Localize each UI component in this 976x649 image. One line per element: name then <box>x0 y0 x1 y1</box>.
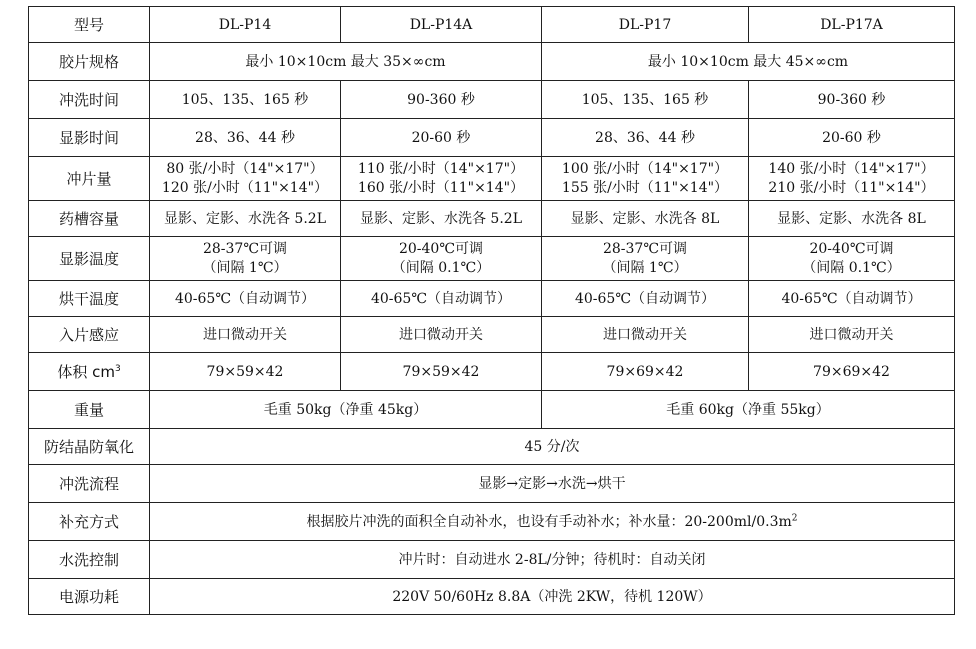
throughput-line: 160 张/小时（11"×14"） <box>357 179 525 196</box>
label-weight: 重量 <box>29 391 150 429</box>
label-anti-crystal: 防结晶防氧化 <box>29 429 150 465</box>
row-power <box>29 579 955 615</box>
develop-temp-cell <box>749 237 955 281</box>
develop-temp-line: （间隔 1℃） <box>202 259 288 276</box>
label-power: 电源功耗 <box>29 579 150 615</box>
develop-time-cell: 20-60 秒 <box>749 119 955 157</box>
develop-temp-cell <box>150 237 341 281</box>
develop-temp-line: （间隔 1℃） <box>602 259 688 276</box>
develop-time-cell: 28、36、44 秒 <box>150 119 341 157</box>
label-wash-time: 冲洗时间 <box>29 81 150 119</box>
row-tank-capacity <box>29 201 955 237</box>
wash-time-cell: 90-360 秒 <box>341 81 542 119</box>
film-size-p14-group: 最小 10×10cm 最大 35×∞cm <box>150 43 542 81</box>
develop-time-cell: 28、36、44 秒 <box>542 119 749 157</box>
throughput-cell <box>150 157 341 201</box>
anti-crystal-value: 45 分/次 <box>150 429 955 465</box>
wash-time-cell: 90-360 秒 <box>749 81 955 119</box>
throughput-cell <box>749 157 955 201</box>
power-value: 220V 50/60Hz 8.8A（冲洗 2KW，待机 120W） <box>150 579 955 615</box>
throughput-line: 140 张/小时（14"×17"） <box>768 160 935 177</box>
develop-temp-line: 28-37℃可调 <box>602 240 688 257</box>
develop-time-cell: 20-60 秒 <box>341 119 542 157</box>
throughput-line: 120 张/小时（11"×14"） <box>161 179 329 196</box>
volume-cell: 79×69×42 <box>542 353 749 391</box>
volume-cell: 79×59×42 <box>341 353 542 391</box>
row-develop-time <box>29 119 955 157</box>
row-throughput <box>29 157 955 201</box>
throughput-line: 210 张/小时（11"×14"） <box>768 179 935 196</box>
film-sensor-cell: 进口微动开关 <box>150 317 341 353</box>
develop-temp-line: 20-40℃可调 <box>809 240 894 257</box>
develop-temp-line: 20-40℃可调 <box>398 240 484 257</box>
wash-time-cell: 105、135、165 秒 <box>542 81 749 119</box>
model-dl-p17a: DL-P17A <box>749 7 955 43</box>
throughput-line: 80 张/小时（14"×17"） <box>166 160 324 177</box>
throughput-line: 110 张/小时（14"×17"） <box>357 160 525 177</box>
label-develop-temp: 显影温度 <box>29 237 150 281</box>
label-tank-capacity: 药槽容量 <box>29 201 150 237</box>
row-process-flow <box>29 465 955 503</box>
develop-temp-line: 28-37℃可调 <box>202 240 288 257</box>
weight-p17-group: 毛重 60kg（净重 55kg） <box>542 391 955 429</box>
film-sensor-cell: 进口微动开关 <box>749 317 955 353</box>
row-weight <box>29 391 955 429</box>
replenish-text: 根据胶片冲洗的面积全自动补水，也设有手动补水；补水量：20-200ml/0.3m <box>306 513 792 530</box>
label-replenish: 补充方式 <box>29 503 150 541</box>
replenish-sup: 2 <box>791 512 798 523</box>
dry-temp-cell: 40-65℃（自动调节） <box>341 281 542 317</box>
row-replenish <box>29 503 955 541</box>
develop-temp-line: （间隔 0.1℃） <box>391 259 491 276</box>
volume-cell: 79×59×42 <box>150 353 341 391</box>
develop-temp-cell <box>341 237 542 281</box>
model-dl-p14a: DL-P14A <box>341 7 542 43</box>
row-develop-temp <box>29 237 955 281</box>
label-dry-temp: 烘干温度 <box>29 281 150 317</box>
label-film-sensor: 入片感应 <box>29 317 150 353</box>
row-water-control <box>29 541 955 579</box>
wash-time-cell: 105、135、165 秒 <box>150 81 341 119</box>
tank-capacity-cell: 显影、定影、水洗各 8L <box>542 201 749 237</box>
film-size-p17-group: 最小 10×10cm 最大 45×∞cm <box>542 43 955 81</box>
dry-temp-cell: 40-65℃（自动调节） <box>542 281 749 317</box>
volume-cell: 79×69×42 <box>749 353 955 391</box>
spec-table <box>28 6 955 615</box>
label-model: 型号 <box>29 7 150 43</box>
tank-capacity-cell: 显影、定影、水洗各 8L <box>749 201 955 237</box>
label-process-flow: 冲洗流程 <box>29 465 150 503</box>
label-film-size: 胶片规格 <box>29 43 150 81</box>
label-volume-sup: 3 <box>114 363 121 374</box>
row-film-sensor <box>29 317 955 353</box>
label-volume <box>29 353 150 391</box>
film-sensor-cell: 进口微动开关 <box>341 317 542 353</box>
develop-temp-line: （间隔 0.1℃） <box>802 259 901 276</box>
develop-temp-cell <box>542 237 749 281</box>
row-dry-temp <box>29 281 955 317</box>
throughput-cell <box>341 157 542 201</box>
dry-temp-cell: 40-65℃（自动调节） <box>150 281 341 317</box>
throughput-cell <box>542 157 749 201</box>
dry-temp-cell: 40-65℃（自动调节） <box>749 281 955 317</box>
row-model <box>29 7 955 43</box>
tank-capacity-cell: 显影、定影、水洗各 5.2L <box>150 201 341 237</box>
label-develop-time: 显影时间 <box>29 119 150 157</box>
throughput-line: 100 张/小时（14"×17"） <box>561 160 729 177</box>
label-throughput: 冲片量 <box>29 157 150 201</box>
label-volume-text: 体积 cm <box>57 362 115 381</box>
film-sensor-cell: 进口微动开关 <box>542 317 749 353</box>
row-wash-time <box>29 81 955 119</box>
row-anti-crystal <box>29 429 955 465</box>
tank-capacity-cell: 显影、定影、水洗各 5.2L <box>341 201 542 237</box>
model-dl-p17: DL-P17 <box>542 7 749 43</box>
water-control-value: 冲片时：自动进水 2-8L/分钟；待机时：自动关闭 <box>150 541 955 579</box>
row-volume <box>29 353 955 391</box>
throughput-line: 155 张/小时（11"×14"） <box>561 179 729 196</box>
process-flow-value: 显影→定影→水洗→烘干 <box>150 465 955 503</box>
row-film-size <box>29 43 955 81</box>
label-water-control: 水洗控制 <box>29 541 150 579</box>
weight-p14-group: 毛重 50kg（净重 45kg） <box>150 391 542 429</box>
replenish-value <box>150 503 955 541</box>
model-dl-p14: DL-P14 <box>150 7 341 43</box>
